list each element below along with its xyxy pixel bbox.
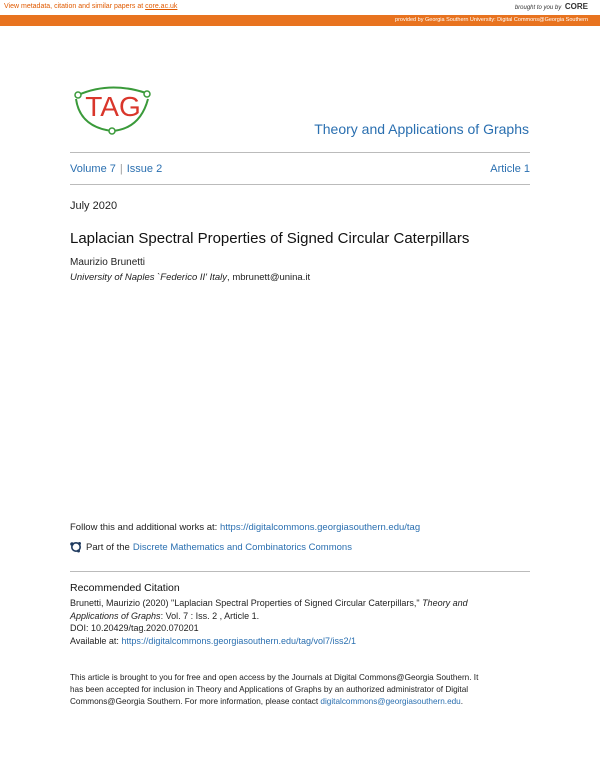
- footer-contact-text: Commons@Georgia Southern. For more information, please contact: [70, 697, 321, 706]
- provider-bar: [0, 15, 600, 26]
- footer-line-2: has been accepted for inclusion in Theory and Applications of Graphs by an authorized administrator of Digital: [70, 685, 469, 694]
- tag-logo: [70, 83, 156, 135]
- footer-line-1: This article is brought to you for free and open access by the Journals at Digital Commons@Georgia Southern. It: [70, 673, 479, 682]
- divider-top: [70, 152, 530, 153]
- article-link[interactable]: Article 1: [490, 163, 530, 175]
- paper-title: Laplacian Spectral Properties of Signed Circular Caterpillars: [70, 230, 470, 247]
- citation-journal-part-2: Applications of Graphs: [70, 610, 161, 621]
- citation-available: [70, 635, 530, 648]
- core-label: CORE: [564, 2, 588, 11]
- commons-link[interactable]: Discrete Mathematics and Combinatorics Commons: [132, 541, 352, 553]
- top-bar: [0, 0, 600, 15]
- metadata-prefix: View metadata, citation and similar papers at: [4, 3, 146, 10]
- author-email: , mbrunett@unina.it: [227, 272, 311, 283]
- divider-citation: [70, 571, 530, 572]
- citation-line-1: [70, 597, 530, 610]
- access-notice: [70, 672, 530, 708]
- author-affiliation: [70, 272, 310, 283]
- part-of-prefix: Part of the: [86, 541, 130, 553]
- issue-link[interactable]: Issue 2: [126, 163, 163, 175]
- metadata-notice: [4, 3, 177, 10]
- commons-network-icon: [70, 541, 82, 553]
- recommended-citation-heading: Recommended Citation: [70, 582, 180, 594]
- footer-line-3: [70, 696, 530, 708]
- affiliation-name: University of Naples `Federico II' Italy: [70, 272, 228, 283]
- citation-block: [70, 597, 530, 647]
- citation-journal-part-1: Theory and: [422, 598, 468, 608]
- citation-text: Brunetti, Maurizio (2020) "Laplacian Spectral Properties of Signed Circular Caterpillars,": [70, 598, 423, 608]
- publication-date: July 2020: [70, 200, 118, 212]
- follow-link[interactable]: https://digitalcommons.georgiasouthern.edu/tag: [219, 522, 421, 533]
- issue-separator: |: [119, 163, 123, 175]
- author-name: Maurizio Brunetti: [70, 257, 146, 268]
- footer-end: .: [460, 697, 464, 706]
- issue-info: [70, 163, 530, 175]
- contact-email-link[interactable]: digitalcommons@georgiasouthern.edu: [320, 697, 461, 706]
- core-link[interactable]: core.ac.uk: [145, 3, 178, 10]
- provided-by-text: provided by Georgia Southern University: Digital Commons@Georgia Southern: [395, 17, 588, 23]
- available-link[interactable]: https://digitalcommons.georgiasouthern.edu/tag/vol7/iss2/1: [121, 635, 357, 646]
- journal-name[interactable]: Theory and Applications of Graphs: [314, 121, 529, 137]
- volume-link[interactable]: Volume 7: [70, 163, 116, 175]
- divider-bottom: [70, 184, 530, 185]
- brought-by-text: brought to you by: [514, 5, 562, 11]
- citation-doi: DOI: 10.20429/tag.2020.070201: [70, 623, 199, 633]
- core-badge[interactable]: [515, 2, 588, 11]
- follow-line: [70, 522, 420, 533]
- part-of-line: [70, 541, 352, 553]
- follow-text: Follow this and additional works at:: [70, 522, 220, 533]
- citation-volume: : Vol. 7 : Iss. 2 , Article 1.: [160, 610, 260, 621]
- available-prefix: Available at:: [70, 635, 122, 646]
- logo-text: TAG: [85, 91, 141, 122]
- citation-line-2: [70, 610, 530, 623]
